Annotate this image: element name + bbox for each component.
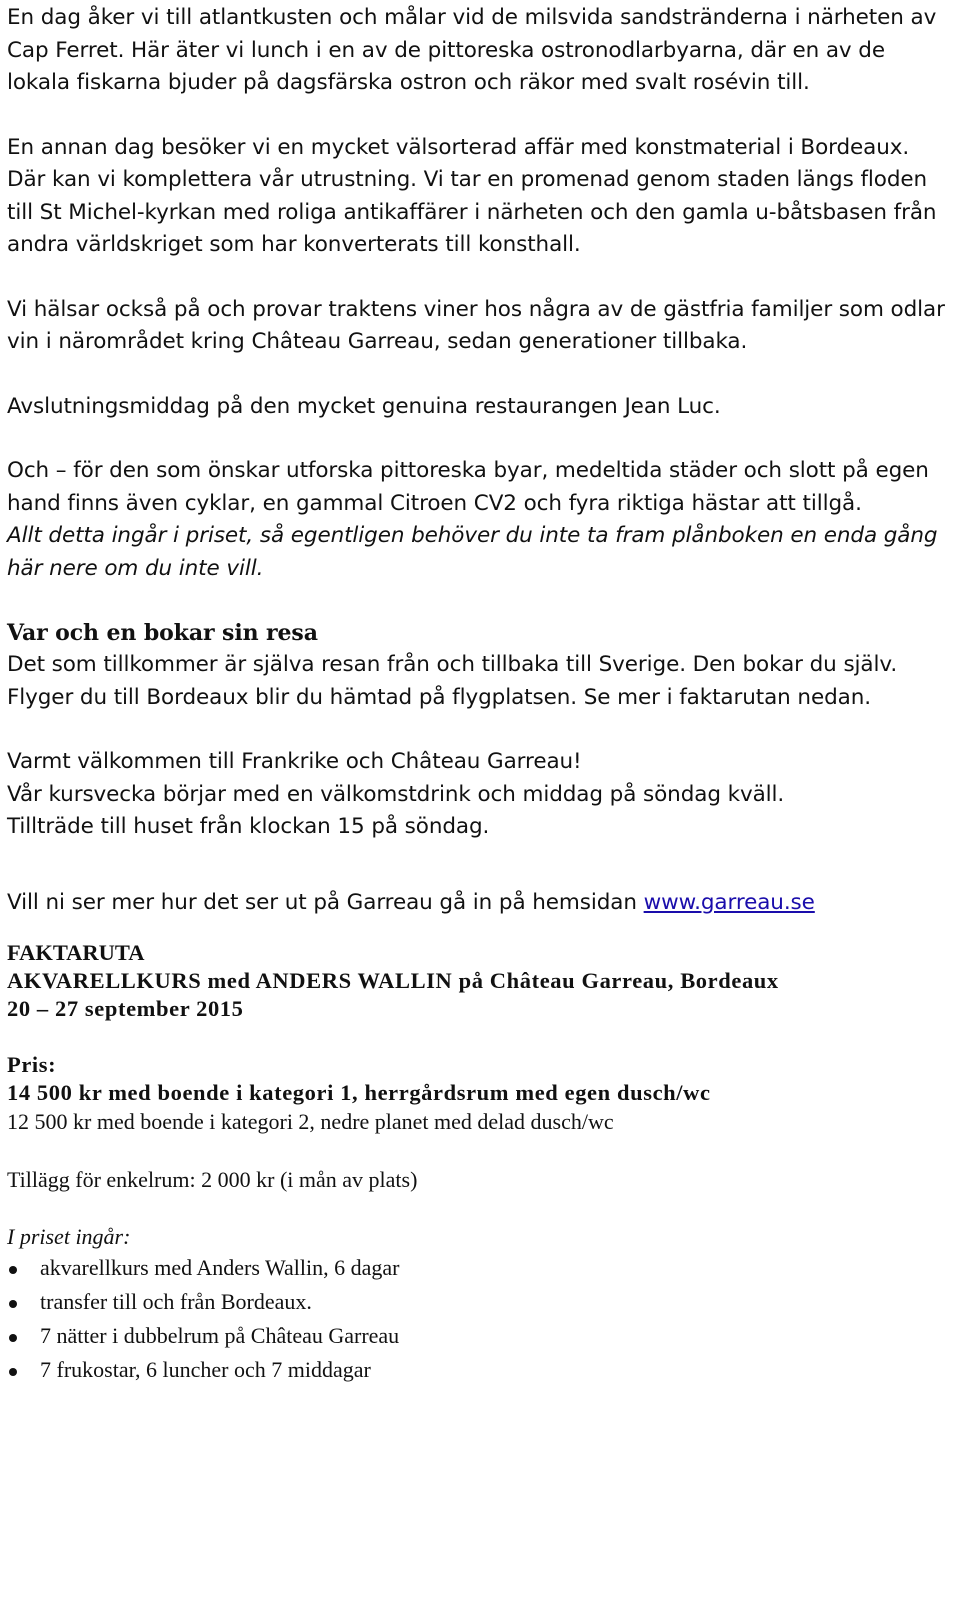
list-item	[7, 1353, 952, 1387]
welcome-section	[7, 746, 952, 844]
website-text: Vill ni ser mer hur det ser ut på Garreau gå in på hemsidan	[7, 889, 644, 915]
fact-box-dates: 20 – 27 september 2015	[7, 996, 244, 1021]
fact-box	[7, 939, 952, 1387]
price-category-2: 12 500 kr med boende i kategori 2, nedre planet med delad dusch/wc	[7, 1109, 614, 1134]
booking-heading: Var och en bokar sin resa	[7, 620, 318, 646]
website-section	[7, 887, 952, 920]
intro-section	[7, 2, 952, 585]
booking-text: Det som tillkommer är själva resan från och tillbaka till Sverige. Den bokar du själv. Flyger du till Bordeaux blir du hämtad på flygplatsen. Se mer i faktarutan nedan.	[7, 652, 898, 710]
paragraph-bordeaux: En annan dag besöker vi en mycket välsorterad affär med konstmaterial i Bordeaux. Där kan vi komplettera vår utrustning. Vi tar en promenad genom staden längs floden till St Michel-kyrkan med roliga antikaffärer i närheten och den gamla u-båtsbasen från andra världskriget som har konverterats till konsthall.	[7, 134, 937, 257]
welcome-line-3: Tillträde till huset från klockan 15 på söndag.	[7, 814, 490, 839]
website-line	[7, 887, 952, 920]
price-label: Pris:	[7, 1052, 57, 1077]
bullet-icon	[9, 1368, 17, 1376]
document-page	[7, 0, 952, 1387]
paragraph-wine: Vi hälsar också på och provar traktens viner hos några av de gästfria familjer som odlar vin i närområdet kring Château Garreau, sedan generationer tillbaka.	[7, 296, 945, 354]
paragraph-cap-ferret: En dag åker vi till atlantkusten och målar vid de milsvida sandstränderna i närheten av Cap Ferret. Här äter vi lunch i en av de pittoreska ostronodlarbyarna, där en av de lokala fiskarna bjuder på dagsfärska ostron och räkor med svalt rosévin till.	[7, 5, 937, 95]
welcome-line-1: Varmt välkommen till Frankrike och Château Garreau!	[7, 749, 582, 774]
list-item	[7, 1319, 952, 1353]
paragraph-explore: Och – för den som önskar utforska pittoreska byar, medeltida städer och slott på egen hand finns även cyklar, en gammal Citroen CV2 och fyra riktiga hästar att tillgå.	[7, 458, 929, 516]
included-list	[7, 1251, 952, 1387]
bullet-icon	[9, 1300, 17, 1308]
paragraph-dinner: Avslutningsmiddag på den mycket genuina restaurangen Jean Luc.	[7, 393, 721, 419]
paragraph-included-note: Allt detta ingår i priset, så egentligen behöver du inte ta fram plånboken en enda gång här nere om du inte vill.	[7, 523, 938, 581]
list-item	[7, 1251, 952, 1285]
bullet-icon	[9, 1266, 17, 1274]
list-item-text: 7 nätter i dubbelrum på Château Garreau	[40, 1323, 400, 1348]
list-item	[7, 1285, 952, 1319]
website-link[interactable]: www.garreau.se	[643, 889, 815, 915]
included-label: I priset ingår:	[7, 1224, 131, 1249]
bullet-icon	[9, 1334, 17, 1342]
fact-box-title: FAKTARUTA	[7, 940, 145, 965]
booking-section	[7, 617, 952, 714]
list-item-text: akvarellkurs med Anders Wallin, 6 dagar	[40, 1255, 400, 1280]
welcome-line-2: Vår kursvecka börjar med en välkomstdrink och middag på söndag kväll.	[7, 781, 785, 807]
fact-box-course: AKVARELLKURS med ANDERS WALLIN på Château Garreau, Bordeaux	[7, 968, 779, 993]
list-item-text: transfer till och från Bordeaux.	[40, 1289, 312, 1314]
single-room-supplement: Tillägg för enkelrum: 2 000 kr (i mån av plats)	[7, 1167, 418, 1192]
price-category-1: 14 500 kr med boende i kategori 1, herrgårdsrum med egen dusch/wc	[7, 1080, 711, 1105]
list-item-text: 7 frukostar, 6 luncher och 7 middagar	[40, 1357, 371, 1382]
